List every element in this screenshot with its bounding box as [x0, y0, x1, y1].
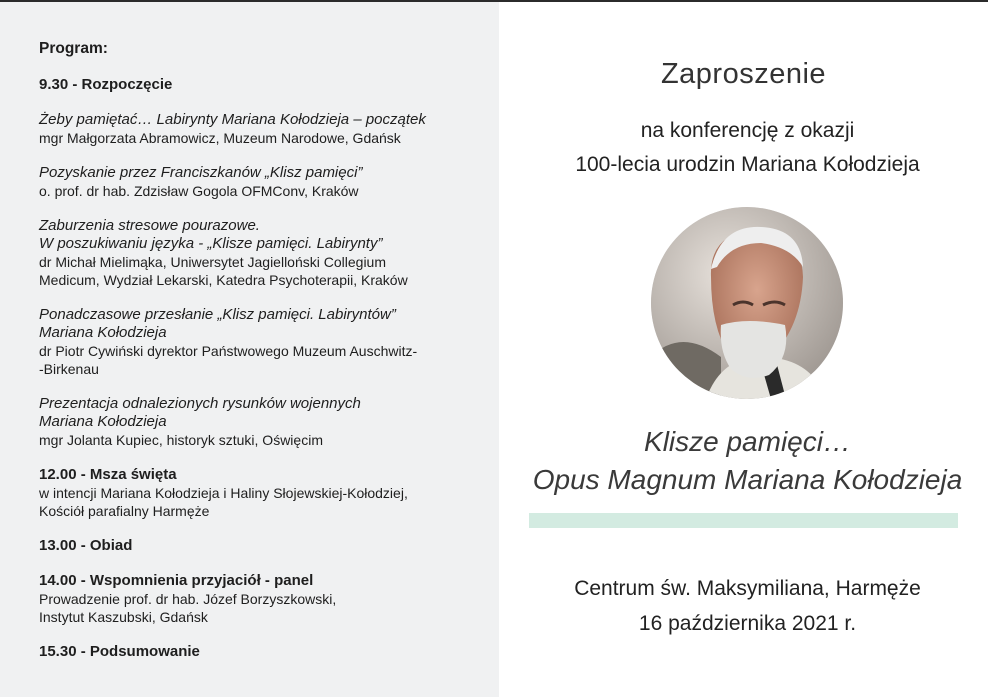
portrait-photo [651, 207, 843, 399]
speaker: Instytut Kaszubski, Gdańsk [39, 609, 208, 625]
speaker: Medicum, Wydział Lekarski, Katedra Psychoterapii, Kraków [39, 272, 408, 288]
program-item [39, 217, 479, 289]
date-text: 16 października 2021 r. [638, 612, 857, 635]
invitation-panel [499, 2, 988, 697]
speaker: mgr Jolanta Kupiec, historyk sztuki, Oświęcim [39, 432, 323, 448]
program-item [39, 466, 479, 520]
invitation-line-1: na konferencję z okazji [640, 119, 855, 142]
time-line: 9.30 - Rozpoczęcie [39, 76, 173, 93]
portrait-image [651, 207, 843, 399]
program-item [39, 572, 479, 626]
speaker: Kościół parafialny Harmęże [39, 503, 210, 519]
program-item [39, 643, 479, 661]
speaker: mgr Małgorzata Abramowicz, Muzeum Narodowe, Gdańsk [39, 130, 401, 146]
talk-title: Prezentacja odnalezionych rysunków wojennych [39, 395, 361, 412]
talk-title: Mariana Kołodzieja [39, 413, 167, 430]
program-item [39, 111, 479, 147]
subtitle-line-1: Klisze pamięci… [644, 426, 851, 457]
talk-title: Pozyskanie przez Franciszkanów „Klisz pamięci” [39, 164, 363, 181]
time-line: 15.30 - Podsumowanie [39, 643, 200, 660]
program-item [39, 164, 479, 200]
time-line: 12.00 - Msza święta [39, 466, 177, 483]
subtitle-line-2: Opus Magnum Mariana Kołodzieja [532, 464, 963, 495]
program-panel [0, 2, 499, 697]
talk-title: Zaburzenia stresowe pourazowe. [39, 217, 260, 234]
program-heading: Program: [39, 40, 108, 57]
speaker: o. prof. dr hab. Zdzisław Gogola OFMConv, Kraków [39, 183, 359, 199]
time-line: 13.00 - Obiad [39, 537, 133, 554]
time-line: 14.00 - Wspomnienia przyjaciół - panel [39, 572, 314, 589]
speaker: w intencji Mariana Kołodzieja i Haliny Słojewskiej-Kołodziej, [39, 485, 408, 501]
program-item [39, 76, 479, 94]
speaker: Prowadzenie prof. dr hab. Józef Borzyszkowski, [39, 591, 337, 607]
talk-title: Żeby pamiętać… Labirynty Mariana Kołodzieja – początek [39, 111, 426, 128]
program-item [39, 306, 479, 378]
program-item [39, 537, 479, 555]
venue-text: Centrum św. Maksymiliana, Harmęże [574, 577, 921, 600]
speaker: dr Michał Mielimąka, Uniwersytet Jagielloński Collegium [39, 254, 387, 270]
talk-title: W poszukiwaniu języka - „Klisze pamięci. Labirynty” [39, 235, 383, 252]
speaker: -Birkenau [39, 361, 99, 377]
program-item [39, 395, 479, 449]
talk-title: Ponadczasowe przesłanie „Klisz pamięci. Labiryntów” [39, 306, 396, 323]
speaker: dr Piotr Cywiński dyrektor Państwowego Muzeum Auschwitz- [39, 343, 418, 359]
invitation-line-2: 100-lecia urodzin Mariana Kołodzieja [575, 153, 920, 176]
decorative-bar [529, 513, 958, 528]
invitation-title: Zaproszenie [660, 58, 827, 90]
talk-title: Mariana Kołodzieja [39, 324, 167, 341]
